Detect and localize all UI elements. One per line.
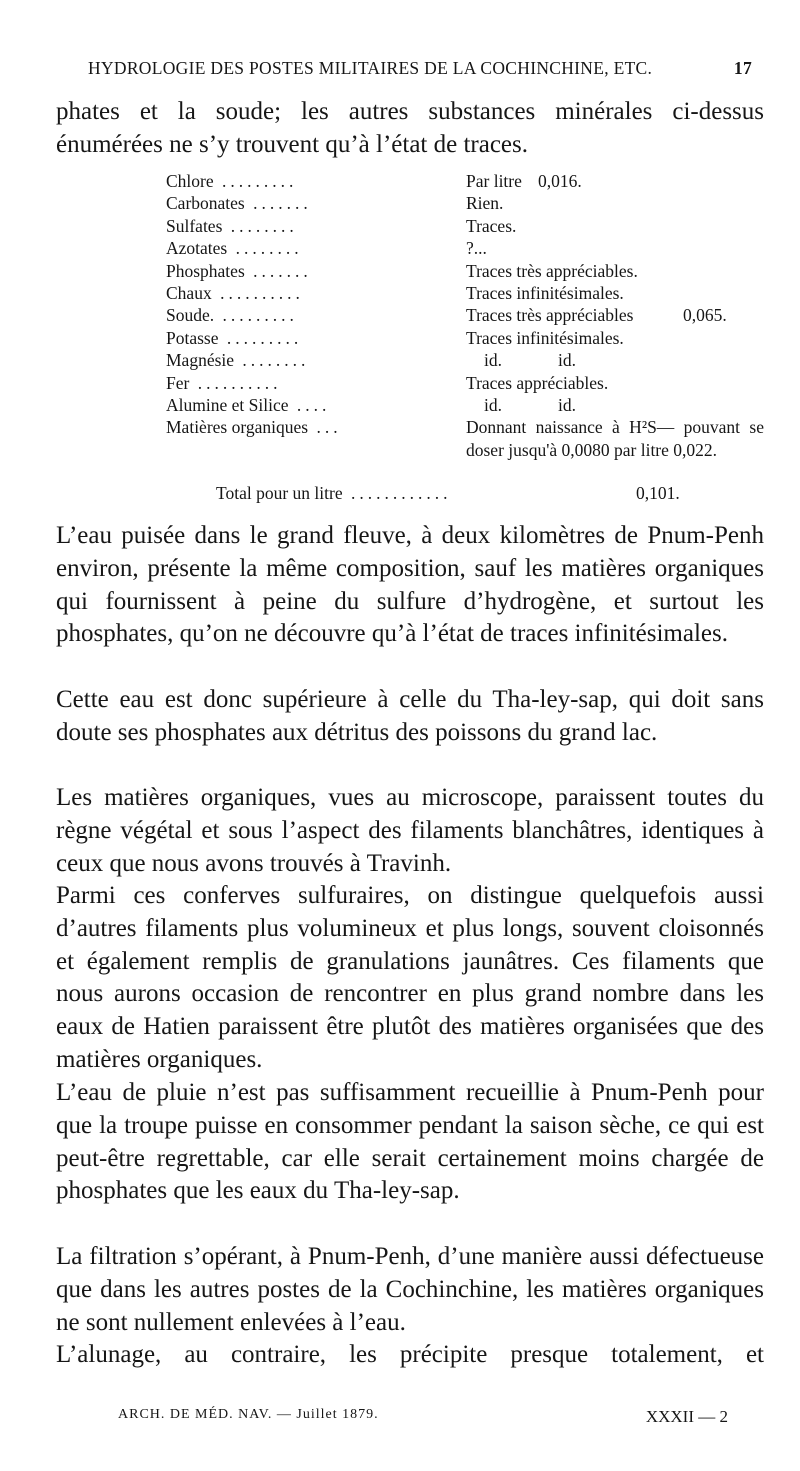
analysis-value: id. — [484, 350, 502, 371]
analysis-substance: Magnésie ........ — [166, 350, 310, 371]
analysis-row-matieres-organiques — [166, 416, 766, 486]
analysis-value: Traces infinitésimales. — [466, 327, 624, 348]
paragraph-pnum-penh-water: L’eau puisée dans le grand fleuve, à deux kilomètres de Pnum-Penh environ, présente la même composition, sauf les matières organiques qui fournissent à peine du sulfure d’hydrogène, et surtout les phosphates, qu’on ne découvre qu’à l’état de traces infinitésimales. — [56, 522, 764, 648]
journal-reference: ARCH. DE MÉD. NAV. — Juillet 1879. — [118, 1407, 379, 1422]
analysis-substance: Phosphates ....... — [166, 260, 312, 281]
intro-paragraph: phates et la soude; les autres substances minérales ci-dessus énumérées ne s’y trouvent qu’à l’état de traces. — [56, 98, 764, 158]
analysis-substance: Chlore ......... — [166, 171, 298, 191]
paragraph-conferves: Parmi ces conferves sulfuraires, on distingue quelquefois aussi d’autres filaments plus volumineux et plus longs, souvent cloisonnés et également remplis de granulations jaunâtres. Ces filaments que nous aurons occasion de rencontrer en plus grand nombre dans les eaux de Hatien paraissent être plutôt des matières organisées que des matières organiques. — [56, 882, 764, 1073]
paragraph-microscope: Les matières organiques, vues au microscope, paraissent toutes du règne végétal et sous l’aspect des filaments blanchâtres, identiques à ceux que nous avons trouvés à Travinh. — [56, 784, 764, 877]
dot-leader: ........ — [222, 215, 298, 236]
analysis-row-carbonates — [166, 192, 766, 214]
analysis-value-extra: id. — [558, 394, 576, 415]
analysis-substance: Soude. ......... — [166, 305, 298, 326]
analysis-substance: Fer .......... — [166, 372, 282, 393]
water-analysis-table — [166, 170, 766, 486]
dot-leader: ......... — [218, 327, 303, 348]
analysis-row-sulfates — [166, 215, 766, 237]
analysis-value: Traces infinitésimales. — [466, 282, 624, 303]
analysis-row-chlore — [166, 170, 766, 192]
analysis-value: Traces très appréciables. — [466, 260, 638, 281]
analysis-row-fer — [166, 372, 766, 394]
analysis-row-soude — [166, 304, 766, 326]
analysis-row-chaux — [166, 282, 766, 304]
dot-leader: ........ — [234, 350, 310, 371]
analysis-value-extra: 0,016. — [538, 171, 582, 191]
page-number: 17 — [733, 58, 752, 78]
analysis-row-alumine-silice — [166, 394, 766, 416]
total-row — [216, 483, 696, 507]
analysis-value: Donnant naissance à H²S— pouvant se doser jusqu'à 0,0080 par litre 0,022. — [466, 417, 764, 460]
dot-leader: ......... — [213, 171, 298, 191]
analysis-substance: Chaux .......... — [166, 282, 304, 303]
analysis-value: Par litre — [466, 171, 522, 191]
analysis-value: ?... — [466, 238, 487, 259]
analysis-row-phosphates — [166, 260, 766, 282]
total-value: 0,101. — [636, 483, 680, 503]
paragraph-tha-ley-sap: Cette eau est donc supérieure à celle du Tha-ley-sap, qui doit sans doute ses phosphates aux détritus des poissons du grand lac. — [56, 686, 764, 746]
running-title: HYDROLOGIE DES POSTES MILITAIRES DE LA COCHINCHINE, ETC. — [88, 58, 653, 78]
analysis-value: Traces. — [466, 215, 517, 236]
paragraph-alunage: L’alunage, au contraire, les précipite presque totalement, et — [56, 1341, 764, 1368]
dot-leader: .......... — [189, 372, 282, 393]
total-label: Total pour un litre ............ — [216, 483, 452, 503]
analysis-row-potasse — [166, 327, 766, 349]
analysis-row-magnesie — [166, 349, 766, 371]
dot-leader: ....... — [244, 260, 312, 281]
analysis-value: Traces appréciables. — [466, 372, 609, 393]
dot-leader: .... — [288, 394, 331, 415]
analysis-value-extra: 0,065. — [683, 305, 727, 326]
analysis-substance: Matières organiques ... — [166, 417, 342, 438]
analysis-substance: Sulfates ........ — [166, 215, 298, 236]
dot-leader: ....... — [244, 193, 312, 214]
dot-leader: ............ — [342, 483, 452, 503]
page-footer — [118, 1407, 728, 1433]
dot-leader: ........ — [227, 238, 303, 259]
analysis-value-extra: id. — [558, 350, 576, 371]
analysis-substance: Azotates ........ — [166, 238, 303, 259]
dot-leader: ......... — [214, 305, 298, 326]
analysis-value: Rien. — [466, 193, 504, 214]
dot-leader: .......... — [211, 282, 304, 303]
running-head — [88, 58, 760, 88]
analysis-substance: Potasse ......... — [166, 327, 303, 348]
paragraph-filtration: La filtration s’opérant, à Pnum-Penh, d’une manière aussi défectueuse que dans les autres postes de la Cochinchine, les matières organiques ne sont nullement enlevées à l’eau. — [56, 1243, 764, 1336]
dot-leader: ... — [308, 417, 342, 438]
analysis-substance: Carbonates ....... — [166, 193, 312, 214]
analysis-value: Traces très appréciables — [466, 305, 634, 326]
analysis-row-azotates — [166, 237, 766, 259]
analysis-substance: Alumine et Silice .... — [166, 394, 331, 415]
analysis-value: id. — [484, 394, 502, 415]
paragraph-rain-water: L’eau de pluie n’est pas suffisamment recueillie à Pnum-Penh pour que la troupe puisse en consommer pendant la saison sèche, ce qui est peut-être regrettable, car elle serait certainement moins chargée de phosphates que les eaux du Tha-ley-sap. — [56, 1079, 764, 1205]
signature-mark: XXXII — 2 — [645, 1407, 728, 1426]
